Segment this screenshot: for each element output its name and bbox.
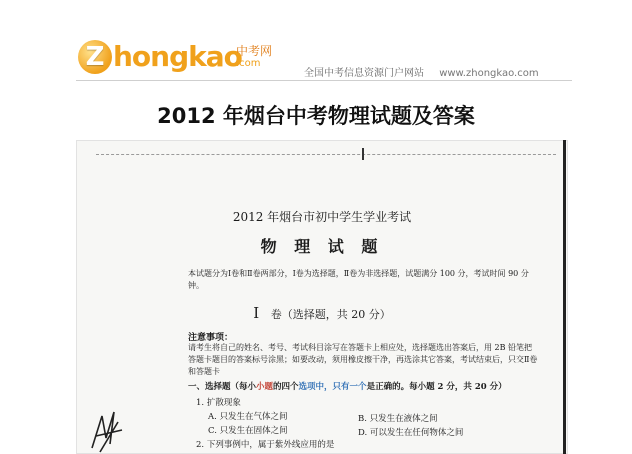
q1-option-a: A. 只发生在气体之间 <box>208 412 288 422</box>
question-1 <box>196 396 241 408</box>
exam-title: 物 理 试 题 <box>260 237 384 256</box>
section1-suffix: 是正确的。每小题 2 分，共 20 分） <box>366 382 507 392</box>
q1-option-d: D. 可以发生在任何物体之间 <box>358 428 464 438</box>
scan-right-edge <box>563 140 566 454</box>
site-tagline <box>304 64 539 79</box>
q1-option-b: B. 只发生在液体之间 <box>358 414 438 424</box>
logo-text: hongkao <box>113 40 242 73</box>
section1-heading <box>188 380 548 392</box>
handwriting-scribble-icon <box>88 408 128 454</box>
scan-tick-mark <box>362 148 364 160</box>
site-logo[interactable] <box>78 34 242 74</box>
scan-top-rule <box>96 154 556 156</box>
part-label: 卷（选择题，共 20 分） <box>270 308 391 321</box>
section1-prefix: 一、选择题（每小 <box>188 382 257 392</box>
header-divider <box>76 80 572 81</box>
question-2 <box>196 438 334 450</box>
notice-text: 请考生将自己的姓名、考号、考试科目涂写在答题卡上相应处，选择题选出答案后，用 2B 铅笔把答题卡题目的答案标号涂黑；如要改动，须用橡皮擦干净，再选涂其它答案，考试结束后，只交Ⅱ卷和答题卡 <box>188 343 538 376</box>
section1-mid: 的四个 <box>273 382 299 392</box>
logo-letter-icon: Z <box>78 40 112 74</box>
logo-domain: .com <box>236 58 261 69</box>
section1-blue: 选项中，只有一个 <box>298 382 367 392</box>
q1-stem: 扩散现象 <box>206 398 241 408</box>
logo-cn: 中考网 <box>236 44 273 58</box>
tagline-text: 全国中考信息资源门户网站 <box>304 68 424 79</box>
notice-heading: 注意事项： <box>188 333 234 343</box>
q1-option-c: C. 只发生在固体之间 <box>208 426 288 436</box>
page-title: 2012 年烟台中考物理试题及答案 <box>157 104 475 128</box>
q2-num: 2. <box>196 440 205 450</box>
section1-mark: 小题 <box>256 382 274 392</box>
part-roman: Ⅰ <box>253 304 260 322</box>
exam-header: 2012 年烟台市初中学生学业考试 <box>232 210 412 224</box>
q2-stem: 下列事例中，属于紫外线应用的是 <box>206 440 335 450</box>
site-url-link[interactable]: www.zhongkao.com <box>439 68 539 79</box>
scanned-exam-image <box>76 140 568 454</box>
part-heading <box>76 304 568 322</box>
q1-num: 1. <box>196 398 205 408</box>
site-header <box>0 0 632 90</box>
exam-intro: 本试题分为Ⅰ卷和Ⅱ卷两部分，Ⅰ卷为选择题，Ⅱ卷为非选择题，试题满分 100 分，考试时间 90 分钟。 <box>188 269 529 290</box>
